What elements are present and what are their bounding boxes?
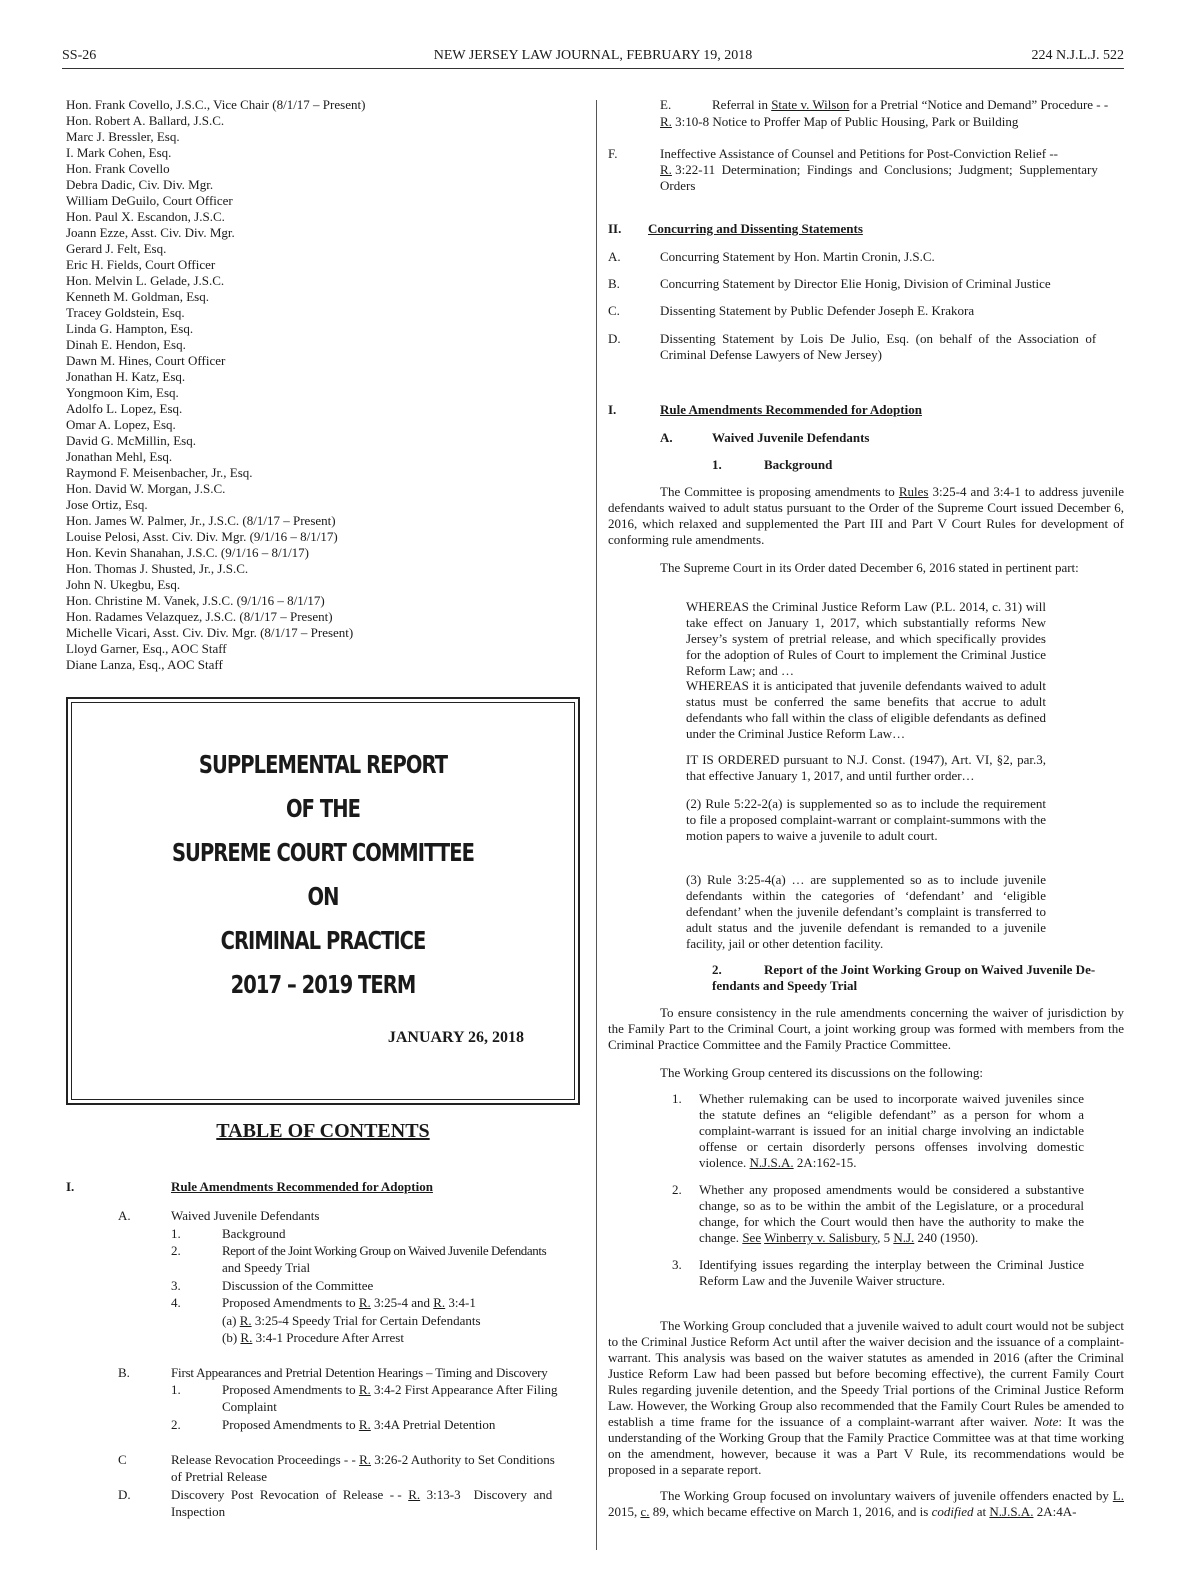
toc-item-I: Rule Amendments Recommended for Adoption bbox=[171, 1179, 433, 1194]
title-line: SUPREME COURT COMMITTEE bbox=[171, 838, 475, 867]
toc-item-A: Waived Juvenile Defendants bbox=[171, 1208, 320, 1223]
toc-num: B. bbox=[608, 276, 620, 291]
toc-item-A4b: (b) R. 3:4-1 Procedure After Arrest bbox=[222, 1330, 404, 1345]
committee-member: Tracey Goldstein, Esq. bbox=[66, 305, 185, 320]
paragraph: The Supreme Court in its Order dated December 6, 2016 stated in pertinent part: bbox=[660, 560, 1079, 575]
toc-num: 3. bbox=[171, 1278, 181, 1293]
block-quote: (2) Rule 5:22-2(a) is supplemented so as to include the requirement to file a proposed complaint-warrant or complaint-summons with the motion papers to waive a juvenile to adult court. bbox=[686, 796, 1046, 843]
subsection-number: A. bbox=[660, 430, 673, 445]
title-line: ON bbox=[307, 882, 339, 911]
committee-member: Hon. Christine M. Vanek, J.S.C. (9/1/16 – 8/1/17) bbox=[66, 593, 325, 608]
subsection-heading: Waived Juvenile Defendants bbox=[712, 430, 870, 445]
toc-item-C: Release Revocation Proceedings - - R. 3:26-2 Authority to Set Conditions bbox=[171, 1452, 555, 1467]
title-line: CRIMINAL PRACTICE bbox=[220, 926, 426, 955]
committee-member: John N. Ukegbu, Esq. bbox=[66, 577, 181, 592]
toc-item-B1-cont: Complaint bbox=[222, 1399, 277, 1414]
committee-member: Jonathan H. Katz, Esq. bbox=[66, 369, 186, 384]
committee-member: Marc J. Bressler, Esq. bbox=[66, 129, 180, 144]
section-heading: Rule Amendments Recommended for Adoption bbox=[660, 402, 922, 417]
committee-member: Michelle Vicari, Asst. Civ. Div. Mgr. (8/1/17 – Present) bbox=[66, 625, 354, 640]
title-line: 2017 – 2019 TERM bbox=[230, 970, 416, 999]
column-divider bbox=[596, 100, 597, 1550]
toc-item-E: Referral in State v. Wilson for a Pretrial “Notice and Demand” Procedure - - bbox=[712, 97, 1109, 112]
toc-num: F. bbox=[608, 146, 618, 161]
toc-num: E. bbox=[660, 97, 672, 112]
subsection-heading: Report of the Joint Working Group on Waived Juvenile De- bbox=[764, 962, 1096, 977]
section-number: I. bbox=[608, 402, 617, 417]
committee-member: Hon. Kevin Shanahan, J.S.C. (9/1/16 – 8/1/17) bbox=[66, 545, 310, 560]
committee-member: I. Mark Cohen, Esq. bbox=[66, 145, 172, 160]
toc-num: 4. bbox=[171, 1295, 181, 1310]
toc-item-F-cont: R. 3:22-11 Determination; Findings and Conclusions; Judgment; Supplementary bbox=[660, 162, 1098, 177]
subsection-heading: Background bbox=[764, 457, 833, 472]
committee-member: David G. McMillin, Esq. bbox=[66, 433, 196, 448]
toc-num: 2. bbox=[171, 1243, 181, 1258]
left-column bbox=[66, 97, 588, 673]
toc-num: B. bbox=[118, 1365, 130, 1380]
toc-num: C bbox=[118, 1452, 127, 1467]
committee-member: Lloyd Garner, Esq., AOC Staff bbox=[66, 641, 227, 656]
toc-item-II: Concurring and Dissenting Statements bbox=[648, 221, 863, 236]
toc-item-IIA: Concurring Statement by Hon. Martin Cronin, J.S.C. bbox=[660, 249, 935, 264]
toc-item-C-cont: of Pretrial Release bbox=[171, 1469, 268, 1484]
toc-item-F: Ineffective Assistance of Counsel and Petitions for Post-Conviction Relief -- bbox=[660, 146, 1058, 161]
committee-member: Hon. Robert A. Ballard, J.S.C. bbox=[66, 113, 225, 128]
committee-member: Hon. James W. Palmer, Jr., J.S.C. (8/1/17 – Present) bbox=[66, 513, 336, 528]
toc-num: A. bbox=[608, 249, 621, 264]
committee-member: Diane Lanza, Esq., AOC Staff bbox=[66, 657, 223, 672]
toc-num: D. bbox=[118, 1487, 131, 1502]
toc-item-D: Discovery Post Revocation of Release - - R. 3:13-3 Discovery and bbox=[171, 1487, 553, 1502]
subsection-heading-cont: fendants and Speedy Trial bbox=[712, 978, 858, 993]
committee-member: Hon. David W. Morgan, J.S.C. bbox=[66, 481, 226, 496]
committee-member: Raymond F. Meisenbacher, Jr., Esq. bbox=[66, 465, 253, 480]
toc-num: D. bbox=[608, 331, 621, 346]
report-title bbox=[68, 743, 578, 1007]
toc-item-IID: Dissenting Statement by Lois De Julio, Esq. (on behalf of the Association of bbox=[660, 331, 1097, 346]
toc-item-IIC: Dissenting Statement by Public Defender Joseph E. Krakora bbox=[660, 303, 975, 318]
paragraph: The Working Group focused on involuntary waivers of juvenile offenders enacted by L. 2015, c. 89, which became effective on March 1, 2016, and is codified at N.J.S.A. 2A:4A- bbox=[608, 1488, 1124, 1519]
toc-item-IID-cont: Criminal Defense Lawyers of New Jersey) bbox=[660, 347, 883, 362]
toc-num: C. bbox=[608, 303, 620, 318]
report-title-box bbox=[66, 697, 580, 1105]
paragraph: The Committee is proposing amendments to Rules 3:25-4 and 3:4-1 to address juvenile defendants waived to adult status pursuant to the Order of the Supreme Court issued December 6, 2016, which relaxed and supplemented the Part III and Part V Court Rules for development of conforming rule amendments. bbox=[608, 484, 1124, 547]
committee-member: Joann Ezze, Asst. Civ. Div. Mgr. bbox=[66, 225, 235, 240]
paragraph: To ensure consistency in the rule amendments concerning the waiver of jurisdiction by the Family Part to the Criminal Court, a joint working group was formed with members from the Criminal Practice Committee and the Family Practice Committee. bbox=[608, 1005, 1124, 1052]
committee-member: Dinah E. Hendon, Esq. bbox=[66, 337, 186, 352]
committee-member: Jose Ortiz, Esq. bbox=[66, 497, 148, 512]
toc-item-B2: Proposed Amendments to R. 3:4A Pretrial Detention bbox=[222, 1417, 496, 1432]
committee-member: Debra Dadic, Civ. Div. Mgr. bbox=[66, 177, 214, 192]
toc-num: 2. bbox=[171, 1417, 181, 1432]
committee-member: Yongmoon Kim, Esq. bbox=[66, 385, 179, 400]
toc-item-D-cont: Inspection bbox=[171, 1504, 226, 1519]
committee-member: Omar A. Lopez, Esq. bbox=[66, 417, 176, 432]
toc-heading: TABLE OF CONTENTS bbox=[216, 1120, 430, 1142]
toc-num: I. bbox=[66, 1179, 75, 1194]
toc-item-B1: Proposed Amendments to R. 3:4-2 First Appearance After Filing bbox=[222, 1382, 558, 1397]
committee-member: Hon. Frank Covello bbox=[66, 161, 170, 176]
toc-item-A1: Background bbox=[222, 1226, 286, 1241]
title-line: SUPPLEMENTAL REPORT bbox=[198, 750, 448, 779]
paragraph: The Working Group centered its discussions on the following: bbox=[660, 1065, 983, 1080]
citation: 224 N.J.L.J. 522 bbox=[1031, 48, 1124, 63]
page-number: SS-26 bbox=[62, 48, 97, 63]
committee-member: Eric H. Fields, Court Officer bbox=[66, 257, 216, 272]
toc-num: 1. bbox=[171, 1226, 181, 1241]
committee-member: Adolfo L. Lopez, Esq. bbox=[66, 401, 183, 416]
toc-item-A4: Proposed Amendments to R. 3:25-4 and R. 3:4-1 bbox=[222, 1295, 476, 1310]
page-header bbox=[62, 48, 1124, 69]
committee-member: Hon. Melvin L. Gelade, J.S.C. bbox=[66, 273, 225, 288]
toc-num: A. bbox=[118, 1208, 131, 1223]
toc-item-A2: Report of the Joint Working Group on Waived Juvenile Defendants bbox=[222, 1243, 547, 1258]
toc-item-A2-cont: and Speedy Trial bbox=[222, 1260, 311, 1275]
report-date: JANUARY 26, 2018 bbox=[387, 1029, 524, 1046]
title-line: OF THE bbox=[285, 794, 361, 823]
committee-member: William DeGuilo, Court Officer bbox=[66, 193, 233, 208]
block-quote: WHEREAS it is anticipated that juvenile defendants waived to adult status must be conferred the same benefits that accrue to adult defendants who fall within the class of eligible defendants as defined under the Criminal Justice Reform Law… bbox=[686, 678, 1046, 741]
paragraph: The Working Group concluded that a juvenile waived to adult court would not be subject to the Criminal Justice Reform Act until after the waiver decision and the issuance of a complaint-warrant. This analysis was based on the waiver statutes as amended in 2016 (after the Criminal Justice Reform Law had been passed but before becoming effective), the current Family Court Rules regarding juvenile detention, and the Speedy Trial portions of the Criminal Justice Reform Law. However, the Working Group also recommended that the Family Court Rules be amended to establish a time frame for the issuance of a complaint-warrant after waiver. Note: It was the understanding of the Working Group that the Family Practice Committee was at that time working on the amendment, however, because it was a Part V Rule, its recommendations would be proposed in a separate report. bbox=[608, 1318, 1124, 1477]
committee-member: Kenneth M. Goldman, Esq. bbox=[66, 289, 209, 304]
block-quote: IT IS ORDERED pursuant to N.J. Const. (1947), Art. VI, §2, par.3, that effective January 1, 2017, and until further order… bbox=[686, 752, 1046, 783]
toc-num: 1. bbox=[171, 1382, 181, 1397]
toc-num: II. bbox=[608, 221, 622, 236]
toc-item-IIB: Concurring Statement by Director Elie Honig, Division of Criminal Justice bbox=[660, 276, 1051, 291]
committee-member: Hon. Frank Covello, J.S.C., Vice Chair (8/1/17 – Present) bbox=[66, 97, 366, 112]
committee-member: Linda G. Hampton, Esq. bbox=[66, 321, 194, 336]
toc-item-B: First Appearances and Pretrial Detention Hearings – Timing and Discovery bbox=[171, 1365, 548, 1380]
subsection-number: 2. bbox=[712, 962, 722, 977]
toc-item-F-cont2: Orders bbox=[660, 178, 696, 193]
committee-member: Jonathan Mehl, Esq. bbox=[66, 449, 173, 464]
committee-member: Dawn M. Hines, Court Officer bbox=[66, 353, 226, 368]
toc-item-A3: Discussion of the Committee bbox=[222, 1278, 374, 1293]
subsection-number: 1. bbox=[712, 457, 722, 472]
committee-member-list bbox=[66, 97, 588, 673]
toc-item-E-cont: R. 3:10-8 Notice to Proffer Map of Public Housing, Park or Building bbox=[660, 114, 1019, 129]
committee-member: Louise Pelosi, Asst. Civ. Div. Mgr. (9/1/16 – 8/1/17) bbox=[66, 529, 338, 544]
committee-member: Gerard J. Felt, Esq. bbox=[66, 241, 167, 256]
committee-member: Hon. Paul X. Escandon, J.S.C. bbox=[66, 209, 225, 224]
publication-title: NEW JERSEY LAW JOURNAL, FEBRUARY 19, 2018 bbox=[433, 48, 753, 63]
block-quote: WHEREAS the Criminal Justice Reform Law (P.L. 2014, c. 31) will take effect on January 1, 2017, which substantially reforms New Jersey’s system of pretrial release, and which specifically provides for the adoption of Rules of Court to implement the Criminal Justice Reform Law; and … bbox=[686, 599, 1046, 678]
block-quote: (3) Rule 3:25-4(a) … are supplemented so as to include juvenile defendants within the categories of ‘defendant’ and ‘eligible defendant’ when the juvenile defendant’s complaint is transferred to adult status and the juvenile defendant is remanded to a juvenile facility, jail or other detention facility. bbox=[686, 872, 1046, 951]
committee-member: Hon. Radames Velazquez, J.S.C. (8/1/17 – Present) bbox=[66, 609, 333, 624]
toc-item-A4a: (a) R. 3:25-4 Speedy Trial for Certain Defendants bbox=[222, 1313, 481, 1328]
committee-member: Hon. Thomas J. Shusted, Jr., J.S.C. bbox=[66, 561, 249, 576]
